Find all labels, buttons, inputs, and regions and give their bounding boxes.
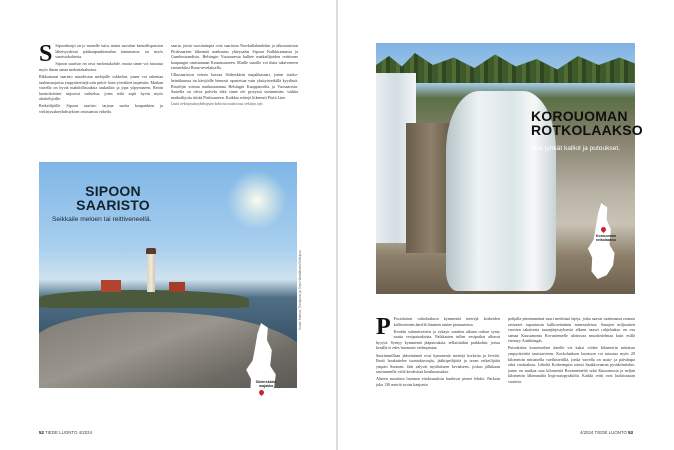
right-folio	[580, 430, 633, 435]
island-shape	[39, 290, 249, 308]
korouoma-photo-subtitle: Näe jyhkät kalliot ja putoukset.	[531, 145, 621, 152]
photo-caption: Lisää virkistysalueyhdistysten kohteita osoitteessa virkistys.info	[171, 101, 263, 106]
right-body-column-2	[508, 316, 635, 428]
intro-paragraph-6: Ulkosaariston veteen kasvaa Söderskärin majakkasaari, jonne tosiko- heinäkuussa on kävijöille hienosti opastettua vain yksityisretkillä kyydissä. Ristelijät voimia matkustaianna Helsingin Kauppatorilta ja Vuosaaresta. Saarella on oleva palvelu eikä sinne ole pystyssä useimmiten, vaikka matkailijoita riittää Pirttisaareen. Kaikkia reittejä liikennöi Pörtö Line.	[171, 72, 298, 100]
left-folio	[39, 430, 92, 435]
red-house-icon	[101, 280, 121, 292]
body-paragraph-2: Kevään sulamisvesien ja sykayn santtien aikaan rotkon synty saatta vesiputouksista. Paikkasten tullen vesiputkat alkavat hyytyä. Syntyy kymmeniä jääputouksia, sellaisiinkin paikkohin, joissa kesällä ei edes huomaisi vedenpintaa.	[376, 328, 500, 351]
sipoo-photo-subtitle: Seikkaile meloen tai reittiveneellä.	[52, 216, 152, 223]
red-house-icon	[169, 282, 185, 292]
photo-credit: Kuvat: Markus Thompson ja Timo Hämäläinen/Visitsipoo	[298, 250, 302, 330]
intro-paragraph-4: Retkeilijöille Sipoon saaristo tarjoaa useita kaupunkien ja virkistysalueyhdistyksen omistamia virkeilu	[39, 103, 163, 115]
sun-glow	[227, 170, 287, 230]
magazine-issue: TIEDE LUONTO 4/2024	[45, 430, 93, 435]
intro-paragraph-5: saaria, joista suosituimpia ovat saariston Norrkullalandettin ja ulkosaariston Pirttisaareen liikennöi matkustus yhteysalus Sipoon Kalkkirannasta ja Gumbostrandista. Helsingin Vuosaaresta kulkee matkailijoiden reittivene kaupungin omistamaan Kaunissaareen. Muille saarille voi tilata taksiveneen esimerkiksi Bouz-sevelaksella.	[171, 43, 298, 71]
left-intro-column-1	[39, 43, 163, 155]
right-body-column-1	[376, 316, 500, 428]
page-number: 53	[628, 430, 633, 435]
left-intro-column-2	[171, 43, 298, 155]
body-paragraph-3: Suurimmillaan jääseinämät ovat kymmeniä metrejä korkeita ja leveitä. Ilmiö houkuttelee tuontokuvaajia, jääkiipeilijöitä ja tavan retkeilijöitä ympäri Suomen. Jäät sälyvät myöhäiseen kevääseen, joskus jälkikaan seuranneella vielä keväisissä kesäkuussakin.	[376, 352, 500, 375]
drop-cap: S	[39, 43, 53, 67]
body-paragraph-6: Putoukisita kometroihen äärelle vie kaksi viiden kilometrin mittaista ympyräreittiä taurisarvieen. Korkolaakson luontoon voi tutustua myös 20 kilometrin mittaisella vaellusreitillä, jonka varrella on autio- ja päivätupa sekä vuokrakota. Läheltä Korkeimpiin toimii Saukkovaaran pysäköintialue, jonne on matkaa sata kilometriä Rovaniemeltä sekä Kuusamosta ja neljän kilometrin lähimmältä linja-autopysäkiltä. Kaikki reitit ovat luokitustaan vaativia.	[508, 345, 635, 385]
korouoma-map-label: Korouoman rotkolaakso	[595, 234, 617, 242]
drop-cap: P	[376, 316, 391, 340]
korouoma-photo-title: KOROUOMAN ROTKOLAAKSO	[531, 108, 643, 138]
body-paragraph-5: pohjalla pienimmänsä suuri merkinsä lajeja, jotka saavat vaatimansa runsaat ravinteet rapautuvan kallioseinämin mineraaleista. Sanojen miljoonien vuosien takaisesta tuuanjärjestyksestä alkaen saaset ruhjelaakso on osa samaa Kuusamonta Rovaniemelle ulottuvaa muodostelmaa kuin esillä esiintyy Auttiköngäs.	[508, 316, 635, 344]
intro-paragraph-3: Bikkomaan saaristo muodostaa melojalle sokkelon, jonne voi rakentaa tuulensuojaisia ympyräreittejä niin päivä- kuin yöretkien tarpeisiin. Matkan varrella on hyviä mahdollisuuksia taukoihin ja jopa yöpymiseen. Reitin luontokohteet tarjoavat vaihtelua, joten retki sopii hyvin myös aloittelijoille.	[39, 73, 163, 102]
sipoo-map-label: Söderskärin majakka	[255, 380, 277, 388]
sipoo-photo-title: SIPOON SAARISTO	[76, 183, 150, 213]
body-paragraph-1: P Posiolaisen rotkolaakson kymmeniä metrejä korkeiden kallioseinien äärellä ihminen tuntee pienuutensa.	[376, 316, 500, 340]
magazine-issue: 4/2024 TIEDE LUONTO	[579, 430, 627, 435]
page-number: 52	[39, 430, 44, 435]
intro-paragraph-2: Sipoon saaristo on oiva melontakohde, mutta sinne voi tutustua myös ilman omaa melontakalustoa.	[39, 61, 163, 72]
intro-paragraph-1: S Sipoonkorpi on jo monelle tuttu, mutta suositun kansallispuiston läheisyydessä pääkaupunkiseudun tuntumassa on myös saaristokohteita.	[39, 43, 163, 67]
lighthouse-icon	[147, 254, 155, 292]
body-paragraph-4: Alueen suosituin luonnon ettokeasuksin kuuluvat pienet lehdot. Parkoin joka 130 metriä syvän kanjonin	[376, 376, 500, 388]
